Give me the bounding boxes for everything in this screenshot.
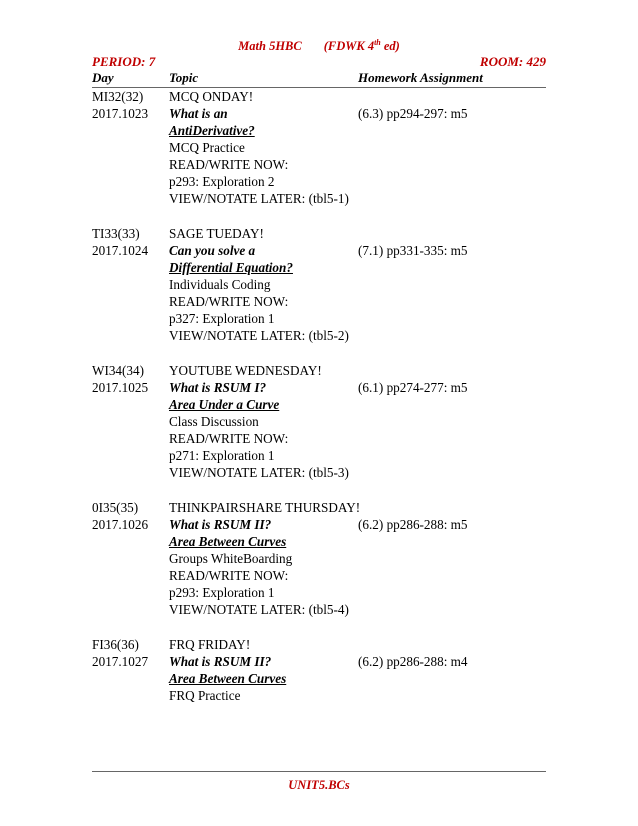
question-line-2: Area Under a Curve: [169, 397, 280, 412]
activity: Groups WhiteBoarding: [169, 551, 293, 566]
day-code: 0I35(35): [92, 500, 139, 515]
question-line-1: Can you solve a: [169, 243, 256, 258]
course-name: Math 5HBC: [238, 39, 302, 54]
date: 2017.1026: [92, 517, 149, 532]
day-code: FI36(36): [92, 637, 139, 652]
entry-day: [92, 88, 170, 122]
theme: MCQ ONDAY!: [169, 89, 254, 104]
entry-day: [92, 499, 170, 533]
textbook-edition: (FDWK 4th ed): [323, 38, 400, 54]
entry-topic: [169, 225, 369, 344]
read-write-label: READ/WRITE NOW:: [169, 294, 289, 309]
exploration: p293: Exploration 2: [169, 174, 275, 189]
view-notate: VIEW/NOTATE LATER: (tbl5-3): [169, 465, 349, 480]
column-header-topic: Topic: [169, 70, 199, 85]
read-write-label: READ/WRITE NOW:: [169, 431, 289, 446]
day-code: WI34(34): [92, 363, 144, 378]
activity: FRQ Practice: [169, 688, 241, 703]
view-notate: VIEW/NOTATE LATER: (tbl5-1): [169, 191, 349, 206]
date: 2017.1023: [92, 106, 149, 121]
homework-assignment: (6.2) pp286-288: m5: [358, 517, 468, 532]
read-write-label: READ/WRITE NOW:: [169, 568, 289, 583]
room-label: ROOM: 429: [479, 54, 546, 69]
activity: Individuals Coding: [169, 277, 271, 292]
entry-topic: [169, 362, 369, 481]
theme: THINKPAIRSHARE THURSDAY!: [169, 500, 361, 515]
theme: YOUTUBE WEDNESDAY!: [169, 363, 322, 378]
entry-topic: [169, 88, 369, 207]
question-line-2: AntiDerivative?: [169, 123, 255, 138]
homework-assignment: (6.1) pp274-277: m5: [358, 380, 468, 395]
entry-day: [92, 225, 170, 259]
question-line-1: What is RSUM II?: [169, 654, 272, 669]
question-line-2: Area Between Curves: [169, 671, 287, 686]
read-write-label: READ/WRITE NOW:: [169, 157, 289, 172]
exploration: p327: Exploration 1: [169, 311, 275, 326]
date: 2017.1024: [92, 243, 149, 258]
homework-assignment: (6.3) pp294-297: m5: [358, 106, 468, 121]
question-line-2: Area Between Curves: [169, 534, 287, 549]
theme: FRQ FRIDAY!: [169, 637, 251, 652]
entry-topic: [169, 636, 369, 704]
footer-unit-label: UNIT5.BCs: [288, 778, 350, 792]
period-label: PERIOD: 7: [92, 54, 156, 69]
question-line-2: Differential Equation?: [169, 260, 293, 275]
question-line-1: What is RSUM II?: [169, 517, 272, 532]
date: 2017.1027: [92, 654, 149, 669]
entry-topic: [169, 499, 369, 618]
date: 2017.1025: [92, 380, 149, 395]
entry-day: [92, 362, 170, 396]
footer-divider: [92, 771, 546, 772]
view-notate: VIEW/NOTATE LATER: (tbl5-2): [169, 328, 349, 343]
homework-assignment: (7.1) pp331-335: m5: [358, 243, 468, 258]
day-code: MI32(32): [92, 89, 144, 104]
activity: MCQ Practice: [169, 140, 245, 155]
day-code: TI33(33): [92, 226, 140, 241]
exploration: p293: Exploration 1: [169, 585, 275, 600]
column-header-day: Day: [92, 70, 114, 85]
activity: Class Discussion: [169, 414, 259, 429]
question-line-1: What is an: [169, 106, 228, 121]
document-title: [0, 38, 638, 54]
entry-day: [92, 636, 170, 670]
view-notate: VIEW/NOTATE LATER: (tbl5-4): [169, 602, 349, 617]
homework-assignment: (6.2) pp286-288: m4: [358, 654, 468, 669]
theme: SAGE TUEDAY!: [169, 226, 264, 241]
question-line-1: What is RSUM I?: [169, 380, 267, 395]
column-header-homework: Homework Assignment: [358, 70, 483, 85]
exploration: p271: Exploration 1: [169, 448, 275, 463]
